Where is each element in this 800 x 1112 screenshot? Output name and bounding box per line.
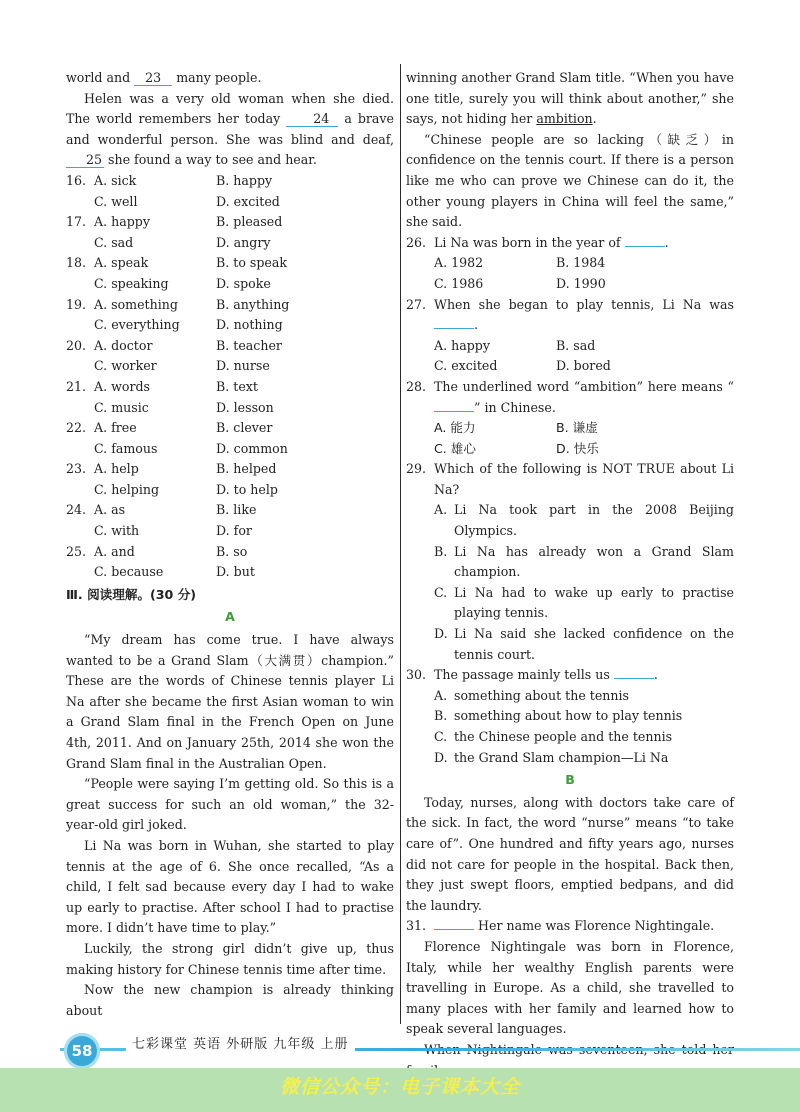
- option-group: [66, 295, 394, 336]
- option-c: C. excited: [434, 358, 498, 374]
- option-d: D. 快乐: [556, 440, 599, 456]
- question-text: Her name was Florence Nightingale.: [478, 918, 715, 934]
- passage-a-paragraph: “People were saying I’m getting old. So this is a great success for such an old woman,” the 32-year-old girl joked.: [66, 776, 394, 833]
- option-group: [66, 253, 394, 294]
- option-c: C. because: [94, 564, 164, 580]
- option-a: A. help: [94, 461, 139, 477]
- question-text: Which of the following is NOT TRUE about Li Na?: [434, 461, 734, 497]
- option-d: D. spoke: [216, 275, 271, 291]
- answer-blank[interactable]: [614, 666, 654, 679]
- question-number: 30.: [406, 667, 427, 683]
- option-d: D. nurse: [216, 358, 270, 374]
- option-b: B. text: [216, 378, 258, 394]
- option-d: D. but: [216, 564, 255, 580]
- continued-text: winning another Grand Slam title. “When you have one title, surely you will think about another,” she says, not hiding her: [406, 70, 734, 127]
- option-b: B. teacher: [216, 337, 282, 353]
- option-b: B. like: [216, 502, 257, 518]
- blank-24: 24: [286, 111, 338, 127]
- blank-25: 25: [66, 152, 104, 168]
- question-27: [406, 295, 734, 377]
- option-d: D. nothing: [216, 317, 283, 333]
- intro-suffix: many people.: [176, 70, 262, 85]
- option-a: A. 1982: [434, 255, 484, 271]
- underlined-word-ambition: ambition: [536, 111, 593, 127]
- passage-b-paragraph: Today, nurses, along with doctors take care of the sick. In fact, the word “nurse” means “to take care of”. One hundred and fifty years ago, nurses did not care for people in the hospital. Back then, they just swept floors, emptied bedpans, and did the laundry.: [406, 794, 734, 913]
- question-text: When she began to play tennis, Li Na was: [434, 296, 734, 312]
- option-a: Li Na took part in the 2008 Beijing Olympics.: [454, 502, 734, 539]
- option-c: Li Na had to wake up early to practise playing tennis.: [454, 584, 734, 621]
- question-30: [406, 665, 734, 768]
- question-28: [406, 377, 734, 459]
- answer-blank[interactable]: [434, 399, 474, 412]
- option-d: Li Na said she lacked confidence on the tennis court.: [454, 626, 734, 662]
- option-a: A. words: [94, 378, 151, 394]
- option-c: C. speaking: [94, 275, 169, 291]
- column-divider: [400, 64, 401, 1024]
- option-a: A. as: [94, 502, 126, 518]
- passage-a-paragraph: “My dream has come true. I have always wanted to be a Grand Slam（大满贯）champion.” These are the words of Chinese tennis player Li Na after she became the first Asian woman to win a Grand Slam final in the French Open on June 4th, 2011. And on January 25th, 2014 she won the Grand Slam final in the Australian Open.: [66, 632, 394, 771]
- option-number: 23.: [66, 461, 87, 477]
- option-label: C.: [434, 584, 448, 600]
- option-label: D.: [434, 626, 448, 642]
- answer-blank[interactable]: [625, 234, 665, 247]
- option-b: something about how to play tennis: [454, 708, 683, 724]
- option-c: C. famous: [94, 440, 158, 456]
- helen-text-3: she found a way to see and hear.: [108, 152, 317, 168]
- option-b: B. pleased: [216, 214, 283, 230]
- option-a: A. doctor: [94, 337, 153, 353]
- question-end: .: [653, 667, 658, 683]
- option-a: A. 能力: [434, 420, 476, 436]
- option-b: B. to speak: [216, 255, 288, 271]
- option-number: 20.: [66, 337, 87, 353]
- book-title: 七彩课堂 英语 外研版 九年级 上册: [126, 1033, 355, 1052]
- option-b: B. anything: [216, 296, 290, 312]
- option-a: A. something: [94, 296, 178, 312]
- option-a: A. sick: [94, 172, 137, 188]
- option-number: 21.: [66, 378, 87, 394]
- option-b: B. clever: [216, 420, 273, 436]
- option-number: 16.: [66, 172, 87, 188]
- page-number-badge: 58: [64, 1033, 100, 1069]
- option-a: A. and: [94, 543, 135, 559]
- option-label: C.: [434, 729, 448, 744]
- option-c: C. with: [94, 523, 140, 539]
- option-c: C. everything: [94, 317, 180, 333]
- option-number: 24.: [66, 502, 87, 518]
- question-text: The underlined word “ambition” here means “: [434, 378, 734, 394]
- left-column: [66, 68, 394, 1021]
- question-text: The passage mainly tells us: [434, 667, 610, 683]
- option-number: 18.: [66, 255, 87, 271]
- option-number: 22.: [66, 420, 87, 436]
- option-b: B. sad: [556, 337, 596, 353]
- option-d: D. 1990: [556, 275, 606, 291]
- option-c: C. 雄心: [434, 440, 476, 456]
- answer-blank[interactable]: [434, 917, 474, 930]
- answer-blank[interactable]: [434, 316, 474, 329]
- watermark-text: 微信公众号：电子课本大全: [279, 1076, 520, 1098]
- option-a: A. free: [94, 420, 137, 436]
- question-31: [406, 916, 734, 937]
- option-label: A.: [434, 687, 448, 703]
- part-a-heading: A: [225, 609, 235, 625]
- option-group: [66, 212, 394, 253]
- option-group: [66, 336, 394, 377]
- part-b-heading: B: [565, 772, 575, 788]
- option-group: [66, 377, 394, 418]
- passage-a-paragraph: Now the new champion is already thinking about: [66, 982, 394, 1018]
- option-c: C. music: [94, 399, 149, 415]
- passage-b-paragraph: Florence Nightingale was born in Florence, Italy, while her wealthy English parents were travelling in Europe. As a child, she travelled to many places with her family and learned how to speak several languages.: [406, 938, 734, 1037]
- continued-end: .: [592, 111, 597, 127]
- question-text: Li Na was born in the year of: [434, 234, 621, 250]
- option-d: D. to help: [216, 481, 278, 497]
- option-c: C. 1986: [434, 275, 484, 291]
- option-d: D. for: [216, 523, 252, 539]
- option-c: C. worker: [94, 358, 157, 374]
- question-number: 29.: [406, 461, 427, 477]
- option-b: B. happy: [216, 172, 273, 188]
- question-end: .: [664, 234, 669, 250]
- option-group: [66, 459, 394, 500]
- option-d: D. common: [216, 440, 288, 456]
- option-c: C. sad: [94, 234, 134, 250]
- question-number: 31.: [406, 918, 427, 934]
- helen-paragraph: [66, 89, 394, 171]
- option-d: D. angry: [216, 234, 271, 250]
- option-group: [66, 418, 394, 459]
- question-29: [406, 459, 734, 665]
- blank-23: 23: [134, 70, 172, 86]
- option-a: A. speak: [94, 255, 149, 271]
- question-number: 27.: [406, 296, 427, 312]
- option-a: something about the tennis: [454, 687, 629, 703]
- option-group: [66, 171, 394, 212]
- option-c: the Chinese people and the tennis: [454, 729, 673, 744]
- passage-a-paragraph: Li Na was born in Wuhan, she started to play tennis at the age of 6. She once recalled, “As a child, I felt sad because every day I had to wake up early to practise. After school I had to practise more. I didn’t have time to play.”: [66, 837, 394, 936]
- option-number: 25.: [66, 543, 87, 559]
- option-c: C. well: [94, 193, 138, 209]
- option-label: B.: [434, 708, 448, 724]
- right-column: [406, 68, 734, 1081]
- intro-line: [66, 68, 394, 89]
- option-b: B. 1984: [556, 255, 606, 271]
- option-number: 19.: [66, 296, 87, 312]
- passage-a-continued: [406, 68, 734, 130]
- helen-text-2: a brave and wonderful person. She was blind and deaf,: [66, 111, 394, 147]
- option-b: Li Na has already won a Grand Slam champion.: [454, 543, 734, 580]
- option-d: the Grand Slam champion—Li Na: [454, 749, 669, 765]
- option-b: B. helped: [216, 461, 277, 477]
- option-d: D. excited: [216, 193, 280, 209]
- intro-prefix: world and: [66, 70, 131, 85]
- passage-a-paragraph: “Chinese people are so lacking（缺乏）in confidence on the tennis court. If there is a person like me who can prove we Chinese can do it, the other young players in China will feel the same,” she said.: [406, 131, 734, 230]
- option-a: A. happy: [94, 214, 150, 230]
- option-d: D. bored: [556, 358, 611, 374]
- question-end: .: [474, 317, 479, 333]
- option-label: A.: [434, 502, 448, 518]
- question-end: ” in Chinese.: [474, 399, 556, 415]
- option-c: C. helping: [94, 481, 160, 497]
- option-d: D. lesson: [216, 399, 274, 415]
- helen-text-1: Helen was a very old woman when she died. The world remembers her today: [66, 90, 394, 127]
- option-number: 17.: [66, 214, 87, 230]
- option-group: [66, 500, 394, 541]
- option-b: B. 谦虚: [556, 420, 598, 436]
- passage-a-paragraph: Luckily, the strong girl didn’t give up, thus making history for Chinese tennis time after time.: [66, 940, 394, 977]
- question-number: 26.: [406, 234, 427, 250]
- cloze-options: [66, 171, 394, 583]
- section-title-reading: Ⅲ. 阅读理解。(30 分): [66, 586, 197, 602]
- option-b: B. so: [216, 543, 248, 559]
- question-number: 28.: [406, 378, 427, 394]
- question-26: [406, 233, 734, 295]
- option-group: [66, 542, 394, 583]
- option-a: A. happy: [434, 337, 490, 353]
- option-label: D.: [434, 749, 448, 765]
- option-label: B.: [434, 543, 448, 559]
